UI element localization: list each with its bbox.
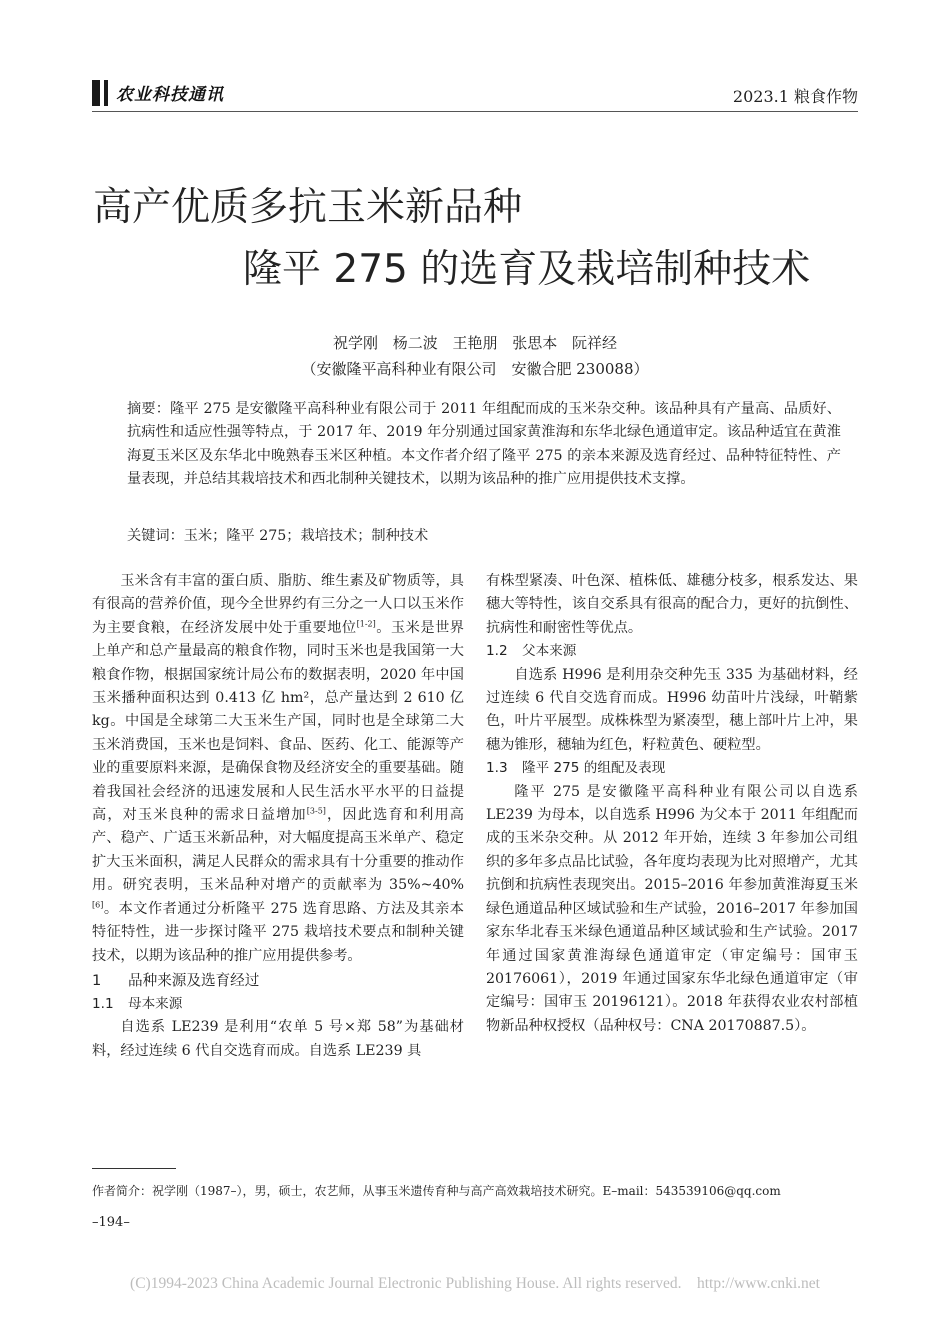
section-1-1-text: 自选系 LE239 是利用“农单 5 号×郑 58”为基础材料，经过连续 6 代自交选育而成。自选系 LE239 具 bbox=[92, 1019, 464, 1059]
section-1-3-heading: 1.3 隆平 275 的组配及表现 bbox=[486, 760, 666, 777]
copyright-notice: (C)1994-2023 China Academic Journal Electronic Publishing House. All rights reserved. http://www.cnki.net bbox=[130, 1275, 820, 1292]
right-column bbox=[486, 570, 858, 1038]
section-1-2-text: 自选系 H996 是利用杂交种先玉 335 为基础材料，经过连续 6 代自交选育而成。H996 幼苗叶片浅绿，叶鞘紫色，叶片平展型。成株株型为紧凑型，穗上部叶片上冲，果穗为锥形，穗轴为红色，籽粒黄色、硬粒型。 bbox=[486, 666, 858, 753]
author-footnote: 作者简介：祝学刚（1987–），男，硕士，农艺师，从事玉米遗传育种与高产高效栽培技术研究。E–mail：543539106@qq.com bbox=[92, 1184, 781, 1198]
title-line-1: 高产优质多抗玉米新品种 bbox=[93, 185, 523, 230]
continued-paragraph: 有株型紧凑、叶色深、植株低、雄穗分枝多，根系发达、果穗大等特性，该自交系具有很高的配合力，更好的抗倒性、抗病性和耐密性等优点。 bbox=[486, 573, 858, 636]
intro-paragraph: 玉米含有丰富的蛋白质、脂肪、维生素及矿物质等，具有很高的营养价值，现今全世界约有三分之一人口以玉米作为主要食粮，在经济发展中处于重要地位[1-2]。玉米是世界上单产和总产量最高的粮食作物，同时玉米也是我国第一大粮食作物，根据国家统计局公布的数据表明，2020 年中国玉米播种面积达到 0.413 亿 hm²，总产量达到 2 610 亿 kg。中国是全球第二大玉米生产国，同时也是全球第二大玉米消费国，玉米也是饲料、食品、医药、化工、能源等产业的重要原料来源，是确保食物及经济安全的重要基础。随着我国社会经济的迅速发展和人民生活水平水平的日益提高，对玉米良种的需求日益增加[3-5]，因此选育和利用高产、稳产、广适玉米新品种，对大幅度提高玉米单产、稳定扩大玉米面积，满足人民群众的需求具有十分重要的推动作用。研究表明，玉米品种对增产的贡献率为 35%~40%[6]。本文作者通过分析隆平 275 选育思路、方法及其亲本特征特性，进一步探讨隆平 275 栽培技术要点和制种关键技术，以期为该品种的推广应用提供参考。 bbox=[92, 573, 464, 964]
citation-ref: [6] bbox=[92, 899, 104, 909]
section-1-3-text: 隆平 275 是安徽隆平高科种业有限公司以自选系 LE239 为母本，以自选系 H996 为父本于 2011 年组配而成的玉米杂交种。从 2012 年开始，连续 3 年参加公司组织的多年多点品比试验，各年度均表现为比对照增产，尤其抗倒和抗病性表现突出。2015–2016 年参加黄淮海夏玉米绿色通道品种区域试验和生产试验，2016–2017 年参加国家东华北春玉米绿色通道品种区域试验和生产试验。2017 年通过国家黄淮海绿色通道审定（审定编号：国审玉 20176061），2019 年通过国家东华北绿色通道审定（审定编号：国审玉 20196121）。2018 年获得农业农村部植物新品种权授权（品种权号：CNA 20170887.5）。 bbox=[486, 783, 858, 1034]
left-column bbox=[92, 570, 464, 1063]
section-1-2-heading: 1.2 父本来源 bbox=[486, 643, 577, 660]
author-list: 祝学刚 杨二波 王艳朋 张思本 阮祥经 bbox=[332, 334, 618, 352]
affiliation: （安徽隆平高科种业有限公司 安徽合肥 230088） bbox=[301, 360, 649, 378]
section-1-heading: 1 品种来源及选育经过 bbox=[92, 971, 260, 989]
citation-ref: [3-5] bbox=[306, 806, 326, 816]
keywords: 关键词：玉米；隆平 275；栽培技术；制种技术 bbox=[127, 528, 429, 544]
title-line-2: 隆平 275 的选育及栽培制种技术 bbox=[243, 247, 811, 292]
journal-logo: 农业科技通讯 bbox=[116, 85, 224, 105]
abstract: 摘要：隆平 275 是安徽隆平高科种业有限公司于 2011 年组配而成的玉米杂交种。该品种具有产量高、品质好、抗病性和适应性强等特点，于 2017 年、2019 年分别通过国家黄淮海和东华北绿色通道审定。该品种适宜在黄淮海夏玉米区及东华北中晚熟春玉米区种植。本文作者介绍了隆平 275 的亲本来源及选育经过、品种特征特性、产量表现，并总结其栽培技术和西北制种关键技术，以期为该品种的推广应用提供技术支撑。 bbox=[127, 401, 841, 488]
footnote-rule bbox=[92, 1168, 176, 1169]
section-1-1-heading: 1.1 母本来源 bbox=[92, 995, 183, 1012]
header-bar-decoration-thin bbox=[104, 80, 108, 106]
issue-section-label: 2023.1 粮食作物 bbox=[732, 87, 858, 106]
header-bar-decoration bbox=[92, 80, 100, 106]
page-number: –194– bbox=[92, 1215, 130, 1230]
header-rule bbox=[92, 111, 858, 112]
citation-ref: [1-2] bbox=[356, 619, 376, 629]
